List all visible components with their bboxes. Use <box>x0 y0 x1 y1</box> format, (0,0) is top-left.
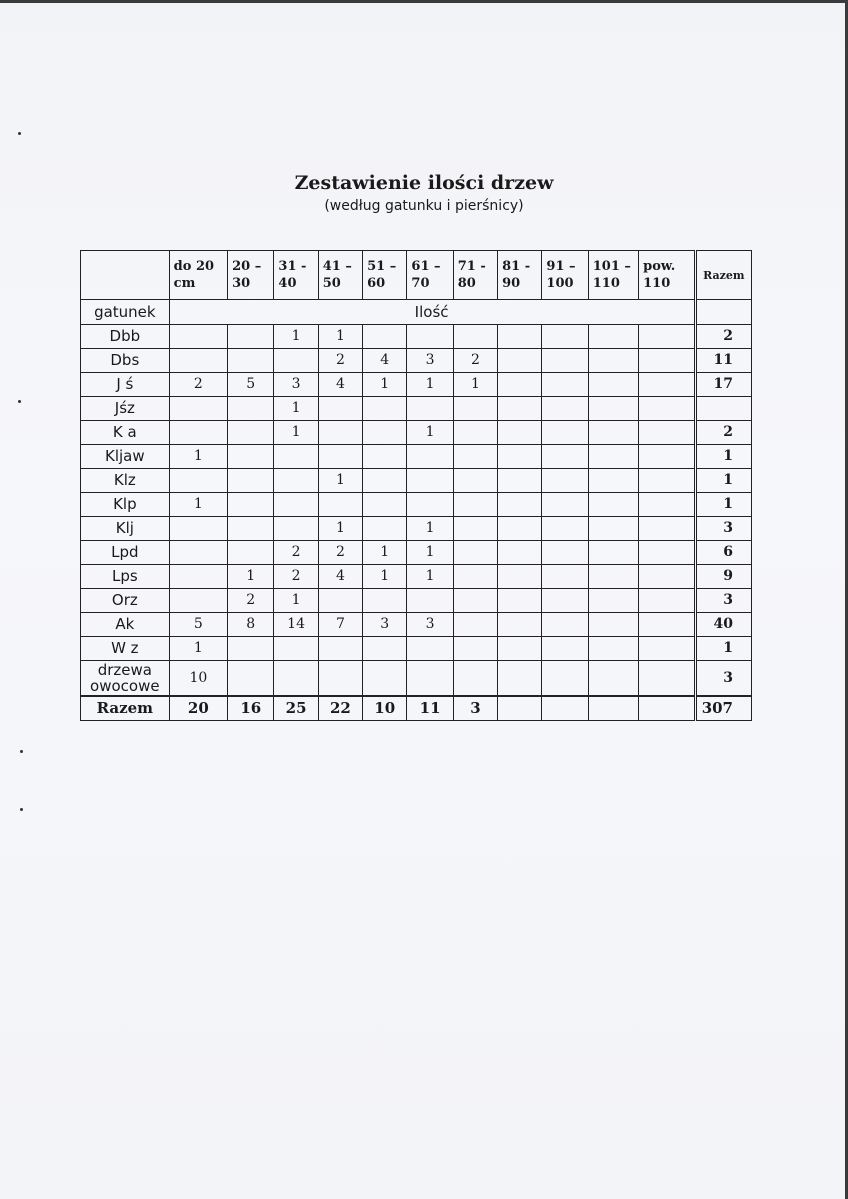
column-header: 71 - 80 <box>453 251 497 300</box>
count-cell <box>228 469 274 493</box>
count-cell <box>318 421 362 445</box>
count-cell <box>407 469 453 493</box>
total-column-header: Razem <box>695 251 751 300</box>
count-cell <box>639 541 695 565</box>
count-cell: 7 <box>318 613 362 637</box>
count-cell <box>542 397 588 421</box>
count-cell <box>318 637 362 661</box>
count-cell <box>588 373 638 397</box>
table-row <box>81 661 752 697</box>
count-cell <box>228 445 274 469</box>
row-total: 2 <box>695 325 751 349</box>
count-cell: 1 <box>407 373 453 397</box>
count-cell: 1 <box>407 565 453 589</box>
count-cell <box>498 373 542 397</box>
count-cell <box>363 493 407 517</box>
count-cell <box>542 325 588 349</box>
count-cell <box>407 445 453 469</box>
tree-summary-table <box>80 250 752 721</box>
header-row <box>81 251 752 300</box>
column-header: 101 – 110 <box>588 251 638 300</box>
count-cell <box>169 565 227 589</box>
table-body <box>81 300 752 721</box>
row-total: 1 <box>695 469 751 493</box>
table-row <box>81 469 752 493</box>
species-name: W z <box>81 637 170 661</box>
table-row <box>81 637 752 661</box>
count-cell <box>639 469 695 493</box>
count-cell <box>407 589 453 613</box>
count-cell <box>274 493 318 517</box>
count-cell <box>453 661 497 697</box>
species-name: Ak <box>81 613 170 637</box>
column-header: 91 – 100 <box>542 251 588 300</box>
count-cell <box>498 325 542 349</box>
count-cell <box>407 661 453 697</box>
count-cell: 2 <box>318 349 362 373</box>
count-cell <box>498 445 542 469</box>
count-cell: 4 <box>318 565 362 589</box>
count-cell <box>588 325 638 349</box>
species-name: Klz <box>81 469 170 493</box>
count-cell: 3 <box>407 349 453 373</box>
table-row <box>81 445 752 469</box>
count-cell: 1 <box>407 517 453 541</box>
count-cell <box>498 397 542 421</box>
count-cell: 1 <box>453 373 497 397</box>
count-cell <box>169 325 227 349</box>
column-header: 20 – 30 <box>228 251 274 300</box>
species-name: Dbb <box>81 325 170 349</box>
count-cell: 1 <box>363 565 407 589</box>
count-cell <box>498 469 542 493</box>
count-cell <box>407 637 453 661</box>
column-header: 41 – 50 <box>318 251 362 300</box>
count-cell <box>453 493 497 517</box>
table-row <box>81 589 752 613</box>
count-cell: 1 <box>318 469 362 493</box>
count-cell <box>542 349 588 373</box>
count-cell <box>588 565 638 589</box>
count-cell <box>498 589 542 613</box>
species-name: K a <box>81 421 170 445</box>
count-cell <box>228 349 274 373</box>
species-name: Dbs <box>81 349 170 373</box>
count-cell <box>453 325 497 349</box>
count-cell <box>639 565 695 589</box>
count-cell <box>228 517 274 541</box>
count-cell <box>498 637 542 661</box>
count-cell <box>228 637 274 661</box>
quantity-header: Ilość <box>169 300 695 325</box>
count-cell: 16 <box>228 696 274 721</box>
count-cell <box>407 493 453 517</box>
summary-row <box>81 696 752 721</box>
header-corner <box>81 251 170 300</box>
count-cell <box>498 517 542 541</box>
count-cell <box>318 493 362 517</box>
count-cell <box>588 397 638 421</box>
count-cell <box>228 493 274 517</box>
species-header: gatunek <box>81 300 170 325</box>
count-cell: 2 <box>274 541 318 565</box>
count-cell: 25 <box>274 696 318 721</box>
count-cell: 2 <box>318 541 362 565</box>
count-cell <box>639 421 695 445</box>
scan-speck <box>20 808 23 811</box>
count-cell <box>363 637 407 661</box>
count-cell: 10 <box>169 661 227 697</box>
count-cell: 20 <box>169 696 227 721</box>
total-cell <box>695 300 751 325</box>
table-row <box>81 565 752 589</box>
count-cell <box>363 589 407 613</box>
row-total: 40 <box>695 613 751 637</box>
count-cell <box>588 637 638 661</box>
count-cell <box>407 397 453 421</box>
row-total: 3 <box>695 589 751 613</box>
species-name: Razem <box>81 696 170 721</box>
count-cell <box>169 469 227 493</box>
count-cell <box>228 397 274 421</box>
count-cell <box>588 541 638 565</box>
count-cell <box>228 325 274 349</box>
table-row <box>81 325 752 349</box>
count-cell <box>274 445 318 469</box>
count-cell: 2 <box>274 565 318 589</box>
count-cell <box>498 541 542 565</box>
count-cell <box>363 517 407 541</box>
count-cell <box>542 589 588 613</box>
row-total <box>695 397 751 421</box>
count-cell <box>542 469 588 493</box>
row-total: 3 <box>695 517 751 541</box>
row-total: 1 <box>695 637 751 661</box>
count-cell <box>588 613 638 637</box>
species-name: Klj <box>81 517 170 541</box>
count-cell <box>453 517 497 541</box>
count-cell <box>588 349 638 373</box>
count-cell <box>228 421 274 445</box>
table-row <box>81 541 752 565</box>
count-cell <box>318 445 362 469</box>
count-cell <box>588 445 638 469</box>
species-name: Jśz <box>81 397 170 421</box>
count-cell <box>169 349 227 373</box>
count-cell <box>639 349 695 373</box>
count-cell <box>639 373 695 397</box>
scan-speck <box>18 400 21 403</box>
row-total: 307 <box>695 696 751 721</box>
count-cell: 1 <box>274 325 318 349</box>
count-cell <box>498 349 542 373</box>
document-title: Zestawienie ilości drzew <box>294 172 554 194</box>
species-name: Kljaw <box>81 445 170 469</box>
count-cell <box>542 565 588 589</box>
count-cell <box>318 661 362 697</box>
column-header: 31 - 40 <box>274 251 318 300</box>
count-cell: 3 <box>407 613 453 637</box>
table-row <box>81 613 752 637</box>
row-total: 11 <box>695 349 751 373</box>
species-name: Orz <box>81 589 170 613</box>
count-cell <box>453 541 497 565</box>
count-cell <box>453 613 497 637</box>
table-row <box>81 397 752 421</box>
count-cell: 14 <box>274 613 318 637</box>
count-cell <box>639 325 695 349</box>
count-cell <box>274 637 318 661</box>
count-cell: 3 <box>274 373 318 397</box>
count-cell <box>498 696 542 721</box>
count-cell: 4 <box>363 349 407 373</box>
count-cell <box>639 696 695 721</box>
count-cell: 5 <box>169 613 227 637</box>
count-cell: 1 <box>274 397 318 421</box>
count-cell <box>274 517 318 541</box>
count-cell <box>542 637 588 661</box>
count-cell <box>542 445 588 469</box>
species-name: Lps <box>81 565 170 589</box>
count-cell <box>588 661 638 697</box>
count-cell <box>453 589 497 613</box>
species-name: J ś <box>81 373 170 397</box>
count-cell <box>453 637 497 661</box>
count-cell <box>588 589 638 613</box>
count-cell <box>363 661 407 697</box>
count-cell <box>363 325 407 349</box>
count-cell <box>498 565 542 589</box>
count-cell <box>542 696 588 721</box>
column-header: pow. 110 <box>639 251 695 300</box>
row-total: 9 <box>695 565 751 589</box>
row-total: 2 <box>695 421 751 445</box>
count-cell: 3 <box>453 696 497 721</box>
count-cell: 5 <box>228 373 274 397</box>
count-cell: 1 <box>274 421 318 445</box>
scan-border-top <box>0 0 848 3</box>
species-name: Klp <box>81 493 170 517</box>
count-cell <box>169 541 227 565</box>
subheader-row <box>81 300 752 325</box>
count-cell <box>542 421 588 445</box>
table-row <box>81 349 752 373</box>
count-cell <box>639 517 695 541</box>
count-cell: 4 <box>318 373 362 397</box>
count-cell: 1 <box>407 541 453 565</box>
count-cell: 1 <box>169 493 227 517</box>
count-cell <box>169 589 227 613</box>
column-header: do 20 cm <box>169 251 227 300</box>
row-total: 17 <box>695 373 751 397</box>
count-cell: 1 <box>228 565 274 589</box>
count-cell: 1 <box>318 517 362 541</box>
count-cell <box>639 637 695 661</box>
count-cell: 2 <box>453 349 497 373</box>
count-cell <box>363 445 407 469</box>
count-cell <box>588 493 638 517</box>
count-cell <box>407 325 453 349</box>
table-row <box>81 493 752 517</box>
row-total: 1 <box>695 445 751 469</box>
count-cell: 1 <box>363 373 407 397</box>
count-cell: 8 <box>228 613 274 637</box>
count-cell: 3 <box>363 613 407 637</box>
row-total: 1 <box>695 493 751 517</box>
row-total: 6 <box>695 541 751 565</box>
count-cell <box>639 589 695 613</box>
count-cell: 22 <box>318 696 362 721</box>
count-cell <box>498 661 542 697</box>
count-cell <box>363 397 407 421</box>
count-cell <box>228 661 274 697</box>
count-cell <box>542 661 588 697</box>
count-cell <box>363 469 407 493</box>
count-cell: 1 <box>318 325 362 349</box>
row-total: 3 <box>695 661 751 697</box>
count-cell <box>228 541 274 565</box>
count-cell <box>542 541 588 565</box>
count-cell <box>363 421 407 445</box>
count-cell <box>639 445 695 469</box>
count-cell <box>498 613 542 637</box>
count-cell <box>588 469 638 493</box>
count-cell <box>639 493 695 517</box>
count-cell: 1 <box>407 421 453 445</box>
document-subtitle: (według gatunku i pierśnicy) <box>324 198 524 214</box>
count-cell <box>274 349 318 373</box>
count-cell: 10 <box>363 696 407 721</box>
count-cell <box>639 661 695 697</box>
count-cell: 1 <box>169 637 227 661</box>
count-cell <box>318 397 362 421</box>
scan-speck <box>18 132 21 135</box>
count-cell <box>274 469 318 493</box>
count-cell <box>274 661 318 697</box>
count-cell <box>542 493 588 517</box>
count-cell: 1 <box>169 445 227 469</box>
species-name: Lpd <box>81 541 170 565</box>
table-row <box>81 517 752 541</box>
count-cell <box>169 517 227 541</box>
count-cell <box>453 469 497 493</box>
count-cell <box>588 517 638 541</box>
count-cell: 1 <box>363 541 407 565</box>
column-header: 81 - 90 <box>498 251 542 300</box>
count-cell <box>169 397 227 421</box>
count-cell <box>453 397 497 421</box>
count-cell: 2 <box>228 589 274 613</box>
table-row <box>81 421 752 445</box>
scan-speck <box>20 750 23 753</box>
count-cell <box>318 589 362 613</box>
count-cell: 1 <box>274 589 318 613</box>
count-cell <box>542 613 588 637</box>
count-cell <box>588 696 638 721</box>
count-cell <box>588 421 638 445</box>
count-cell <box>453 445 497 469</box>
count-cell <box>542 517 588 541</box>
species-name: drzewa owocowe <box>81 661 170 697</box>
count-cell <box>498 493 542 517</box>
count-cell <box>498 421 542 445</box>
count-cell <box>453 421 497 445</box>
table-row <box>81 373 752 397</box>
count-cell <box>453 565 497 589</box>
count-cell <box>542 373 588 397</box>
column-header: 51 – 60 <box>363 251 407 300</box>
column-header: 61 – 70 <box>407 251 453 300</box>
count-cell <box>639 613 695 637</box>
count-cell: 2 <box>169 373 227 397</box>
count-cell <box>169 421 227 445</box>
count-cell: 11 <box>407 696 453 721</box>
count-cell <box>639 397 695 421</box>
